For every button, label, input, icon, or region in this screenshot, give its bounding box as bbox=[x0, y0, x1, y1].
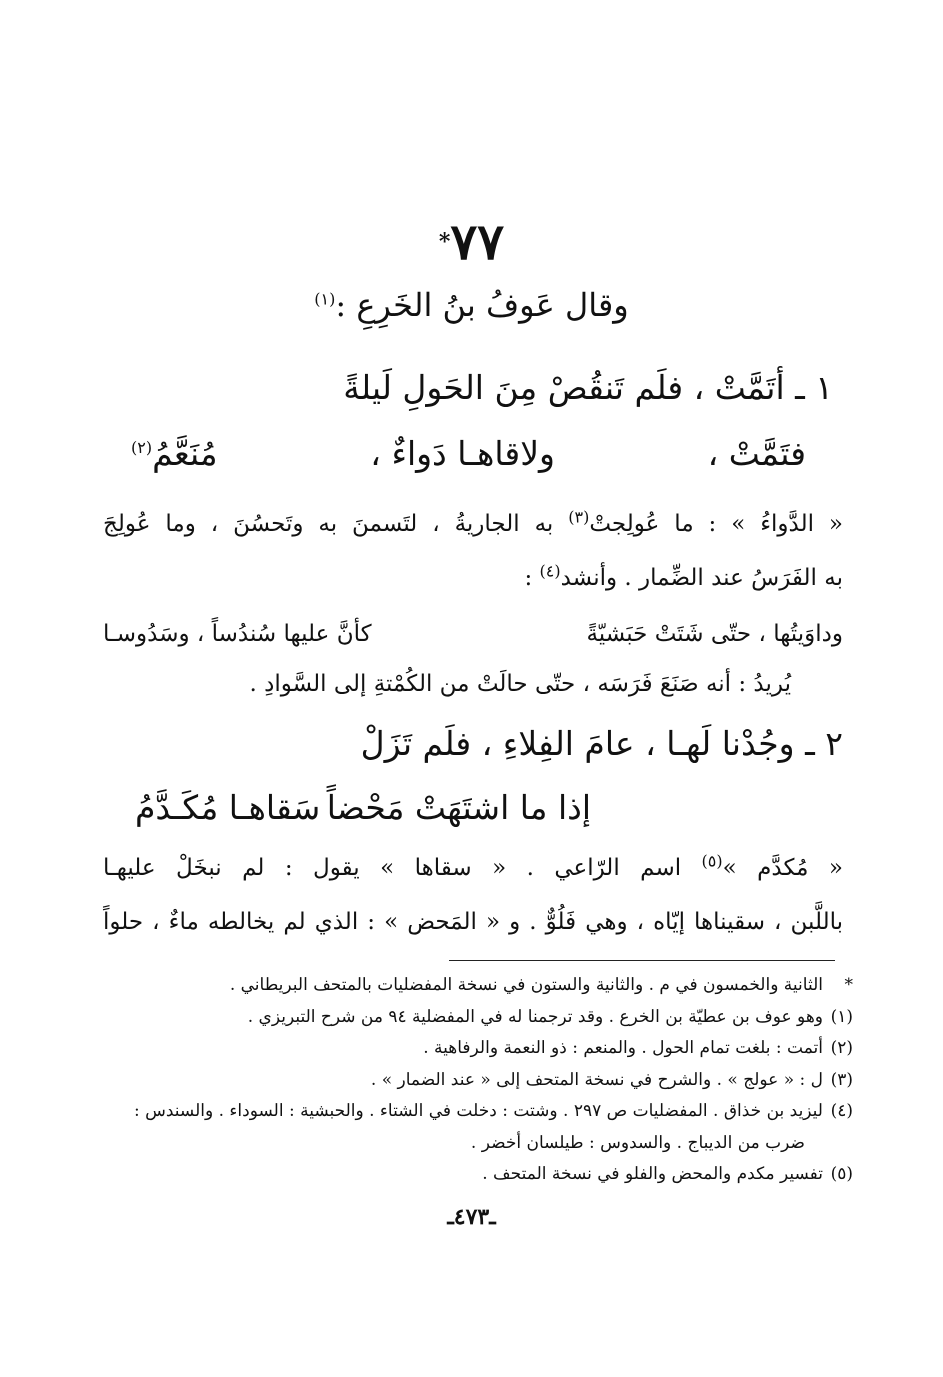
verse-1-part-1: فتَمَّتْ ، bbox=[707, 434, 806, 473]
quoted-verse-first: وداوَيتُها ، حتّى شَتَتْ حَبَشيّةً bbox=[586, 621, 843, 647]
commentary-text: به الجاريةُ ، لتَسمنَ به وتَحسُنَ ، وما عُولِجَ bbox=[103, 511, 554, 537]
footnote-3 bbox=[93, 1065, 853, 1097]
footnote-mark: (١) bbox=[830, 1006, 853, 1027]
commentary-1-line-1 bbox=[103, 502, 843, 546]
verse-1-second-hemistich bbox=[131, 428, 806, 480]
footnote-text: ل : « عولج » . والشرح في نسخة المتحف إلى « عند الضمار » . bbox=[370, 1069, 823, 1090]
footnote-divider bbox=[449, 960, 835, 961]
footnote-ref-5: (٥) bbox=[701, 851, 723, 871]
footnote-text: أتمت : بلغت تمام الحول . والمنعم : ذو النعمة والرفاهية . bbox=[423, 1038, 823, 1058]
footnotes bbox=[93, 970, 853, 1191]
footnote-text: الثانية والخمسون في م . والثانية والستون في نسخة المفضليات بالمتحف البريطاني . bbox=[229, 975, 823, 995]
commentary-text: : bbox=[524, 565, 533, 591]
footnote-1 bbox=[93, 1002, 853, 1034]
footnote-4 bbox=[93, 1096, 853, 1128]
commentary-2-line-2: باللَّبن ، سقيناها إيّاه ، وهي فَلُوٌّ . و « المَحض » : الذي لم يخالطه ماءٌ ، حلواً bbox=[103, 909, 843, 935]
footnote-text: تفسير مكدم والمحض والفلو في نسخة المتحف . bbox=[482, 1164, 823, 1184]
poem-number-mark: * bbox=[438, 229, 451, 255]
page-number: ـ٤٧٣ـ bbox=[447, 1204, 496, 1230]
commentary-text: اسم الرّاعي . « سقاها » يقول : لم نبخَلْ عليهـا bbox=[103, 855, 682, 881]
verse-1-part-3-text: مُنَعَّمُ bbox=[152, 434, 218, 473]
footnote-ref-3: (٣) bbox=[568, 507, 590, 527]
commentary-1-line-2 bbox=[524, 556, 843, 600]
footnote-5 bbox=[93, 1159, 853, 1191]
commentary-text: « مُكدَّم » bbox=[722, 855, 843, 881]
verse-2-part-2: سَقاهـا مُكَـدَّمُ bbox=[135, 788, 321, 827]
verse-2-first-hemistich: ٢ ـ وجُدْنا لَهـا ، عامَ الفِلاءِ ، فلَم تَزَلْ bbox=[360, 724, 843, 763]
footnote-mark: (٥) bbox=[830, 1164, 853, 1184]
quoted-verse bbox=[103, 612, 843, 656]
commentary-text: « الدَّواءُ » : ما عُولِجتْ bbox=[589, 511, 843, 537]
verse-1-part-2: ولاقاهـا دَواءٌ ، bbox=[370, 434, 555, 473]
footnote-ref-1: (١) bbox=[314, 289, 336, 309]
footnote-4-continued bbox=[93, 1128, 853, 1160]
poem-number-value: ٧٧ bbox=[450, 212, 505, 271]
verse-2-second-hemistich bbox=[135, 782, 591, 834]
footnote-mark: (٢) bbox=[830, 1038, 853, 1058]
footnote-mark: * bbox=[844, 975, 853, 995]
footnote-text: ليزيد بن خذاق . المفضليات ص ٢٩٧ . وشتت : دخلت في الشتاء . والحبشية : السوداء . والسندس : bbox=[133, 1101, 823, 1121]
commentary-2-line-1 bbox=[103, 846, 843, 890]
footnote-ref-4: (٤) bbox=[539, 561, 561, 581]
footnote-text: ضرب من الديباج . والسدوس : طيلسان أخضر . bbox=[470, 1132, 805, 1153]
poem-heading bbox=[0, 282, 943, 328]
verse-1-part-3 bbox=[131, 428, 218, 480]
poem-heading-text: وقال عَوفُ بنُ الخَرِعِ : bbox=[335, 286, 629, 324]
verse-2-part-1: إذا ما اشتَهَتْ مَحْضاً bbox=[326, 788, 591, 827]
footnote-ref-2: (٢) bbox=[131, 438, 153, 457]
commentary-text: به الفَرَسُ عند الضِّمار . وأنشد bbox=[560, 565, 843, 591]
footnote-mark: (٤) bbox=[830, 1101, 853, 1121]
commentary-1-line-4: يُريدُ : أنه صَنَعَ فَرَسَه ، حتّى حالَتْ من الكُمْتةِ إلى السَّوادِ . bbox=[249, 671, 791, 697]
footnote-text: وهو عوف بن عطيّة بن الخرع . وقد ترجمنا له في المفضلية ٩٤ من شرح التبريزي . bbox=[247, 1006, 823, 1027]
verse-1-first-hemistich: ١ ـ أتَمَّتْ ، فلَم تَنقُصْ مِنَ الحَولِ لَيلةً bbox=[343, 368, 833, 407]
poem-number bbox=[0, 212, 943, 272]
footnote-2 bbox=[93, 1033, 853, 1065]
footnote-star bbox=[93, 970, 853, 1002]
footnote-mark: (٣) bbox=[830, 1069, 853, 1090]
quoted-verse-second: كأنَّ عليها سُندُساً ، وسَدُوسـا bbox=[103, 621, 372, 647]
